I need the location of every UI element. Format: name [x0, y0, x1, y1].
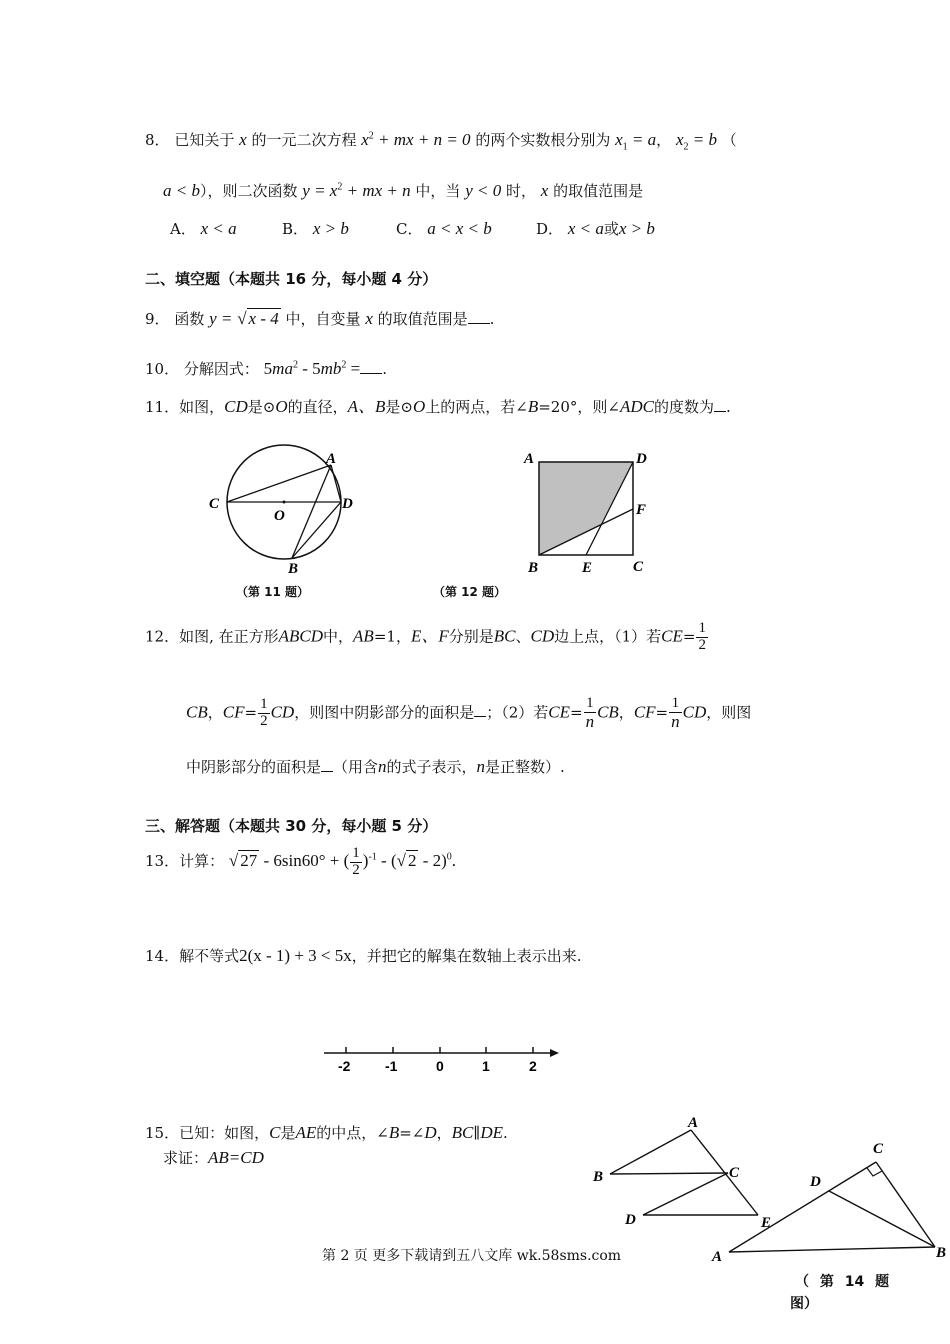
q14-number: 14．	[145, 947, 180, 965]
q11-text: 的直径，	[287, 398, 348, 416]
q15-var: C	[269, 1123, 281, 1142]
tick-label: -1	[385, 1058, 398, 1074]
q15-text: 已知：如图，	[179, 1124, 270, 1142]
q9-end: .	[489, 310, 495, 328]
option-label: A．	[170, 220, 196, 238]
q12-var: CF	[633, 702, 656, 722]
tick-label: 2	[529, 1058, 537, 1074]
option-math: x < a	[200, 219, 237, 238]
q15-text: =∠	[399, 1124, 425, 1142]
q9-sqrt: √ x - 4	[237, 309, 279, 328]
q8-text: 已知关于	[174, 131, 235, 149]
q8-paren: （	[721, 131, 737, 149]
label-a: A	[326, 451, 337, 467]
figure-14-caption: （ 第 14 题	[795, 1274, 890, 1290]
q8-text: 时，	[506, 182, 537, 200]
q8-var-x: x	[239, 130, 247, 149]
q11-text: 的度数为	[653, 398, 714, 416]
fraction-half	[350, 846, 362, 879]
q14	[145, 946, 582, 966]
label-f: F	[636, 502, 647, 518]
q8-text: 的一元二次方程	[251, 131, 357, 149]
q8-number: 8．	[145, 131, 170, 149]
label-b: B	[593, 1169, 604, 1185]
label-b: B	[288, 561, 299, 577]
q14-inequality: 2(x - 1) + 3 < 5x	[239, 946, 352, 965]
label-a: A	[688, 1115, 699, 1131]
label-a: A	[712, 1249, 723, 1265]
q12-var: CD	[270, 702, 295, 722]
chord-ab	[292, 465, 331, 558]
figure-14-right-triangle	[705, 1135, 950, 1270]
figure-12-caption: （第 12 题）	[433, 585, 507, 599]
q12-text: 分别是	[448, 627, 494, 646]
label-b: B	[936, 1245, 947, 1261]
q12-text: 如图, 在正方形	[179, 627, 279, 646]
q15-var: D	[424, 1123, 437, 1142]
q11-text: =20°，则∠	[538, 398, 620, 416]
label-c: C	[873, 1141, 884, 1157]
q15-line2	[163, 1148, 264, 1168]
q8-text: 的取值范围是	[553, 182, 644, 200]
option-math: a < x < b	[427, 219, 492, 238]
section-3-heading: 三、解答题（本题共 30 分，每小题 5 分）	[145, 817, 438, 835]
label-d: D	[636, 451, 647, 467]
q12-text: =	[569, 703, 583, 722]
q9-number: 9．	[145, 310, 170, 328]
frac-den: 2	[260, 712, 268, 729]
q12-var: CB	[186, 702, 208, 722]
q12-var: CD	[530, 626, 555, 646]
frac-den: 2	[698, 636, 706, 653]
q8-equation: $x^2$ + mx + n = 0	[361, 130, 471, 149]
fraction-1-over-n	[584, 696, 597, 731]
option-math: x > b	[618, 219, 655, 238]
q10-text: 分解因式：	[183, 360, 259, 378]
q12-var: n	[378, 757, 387, 776]
q15-text: ，	[436, 1124, 452, 1142]
q12-text: 是正整数）.	[485, 758, 565, 776]
q12-var: CE	[661, 626, 683, 646]
q13-part: - 2)	[418, 851, 447, 871]
segment-cb	[876, 1162, 935, 1247]
q15-var: B	[388, 1123, 400, 1142]
q8-text: ），则二次函数	[199, 182, 298, 200]
q11-var: A、B	[347, 397, 386, 416]
option-label: D．	[536, 220, 564, 238]
segment-ab	[729, 1247, 935, 1252]
label-b: B	[528, 560, 539, 576]
q13-part: - (	[376, 851, 397, 871]
q13-radicand: 2	[407, 851, 417, 871]
q12-text: 边上点，（1）若	[554, 627, 662, 646]
q14-text: 解不等式	[179, 947, 240, 965]
label-d: D	[810, 1174, 821, 1190]
shaded-region	[539, 462, 633, 555]
option-label: C．	[396, 220, 423, 238]
q12-line3	[186, 757, 565, 777]
q15-var: DE	[480, 1123, 503, 1142]
q15-text: 的中点，∠	[316, 1124, 389, 1142]
q15-text: .	[503, 1124, 508, 1142]
q8-root1: $x_1 = a$	[615, 130, 657, 153]
segment-ac	[729, 1162, 876, 1252]
q15-text: 求证：	[163, 1149, 209, 1167]
q12-var: CF	[222, 702, 245, 722]
q9-radicand: x - 4	[248, 309, 279, 328]
q11	[145, 397, 731, 417]
figure-14-caption-cont: 图）	[790, 1296, 818, 1312]
frac-den: n	[585, 711, 595, 731]
q12-text: ，则图中阴影部分的面积是	[294, 703, 475, 722]
q11-answer-blank[interactable]	[714, 399, 726, 412]
axis-arrow	[550, 1049, 559, 1057]
q12-var: CD	[682, 702, 707, 722]
fraction-1-over-n	[669, 696, 682, 731]
q12-line1	[145, 621, 709, 654]
q13	[145, 846, 456, 879]
q12-var: n	[476, 757, 486, 776]
q15-number: 15．	[145, 1124, 180, 1142]
frac-num: 1	[352, 845, 360, 861]
q9-lhs: y =	[209, 309, 233, 328]
figure-11-caption: （第 11 题）	[236, 585, 310, 599]
q15-text: ∥	[473, 1124, 481, 1142]
label-e: E	[582, 560, 593, 576]
q12-text: ，则图	[706, 703, 752, 722]
q11-end: .	[725, 398, 731, 416]
q12-text: =1，	[373, 627, 411, 646]
q12-text: （用含	[333, 758, 379, 776]
q12-text: ，	[207, 703, 223, 722]
number-line	[318, 1040, 568, 1080]
q9-answer-blank[interactable]	[468, 311, 490, 324]
q12-text: ，	[618, 703, 634, 722]
figure-12-square	[520, 448, 650, 578]
option-math: x > b	[312, 219, 349, 238]
q12-text: =	[655, 703, 669, 722]
right-angle-mark	[867, 1168, 882, 1176]
q12-answer-blank-1[interactable]	[474, 704, 486, 717]
chord-ca	[227, 465, 331, 502]
label-c: C	[209, 496, 220, 512]
q13-radicand: 27	[240, 851, 258, 871]
q12-var: BC	[493, 626, 516, 646]
frac-num: 1	[584, 696, 597, 713]
tick-label: 0	[436, 1058, 444, 1074]
frac-den: 2	[352, 861, 360, 878]
q12-text: =	[244, 703, 258, 722]
tick-label: 1	[482, 1058, 490, 1074]
q13-part: )	[362, 851, 369, 871]
q15-var: BC	[451, 1123, 474, 1142]
fraction-half	[258, 697, 270, 730]
q8-line2	[163, 181, 643, 201]
q13-text: 计算：	[179, 852, 225, 871]
q9	[145, 309, 494, 329]
q12-var: CE	[548, 702, 570, 722]
label-c: C	[633, 559, 644, 575]
q8-option-a[interactable]	[170, 219, 237, 239]
frac-num: 1	[698, 620, 706, 636]
q9-text: 中，自变量	[285, 310, 361, 328]
q11-text: 是⊙	[247, 398, 276, 416]
q12-var: E、F	[410, 626, 449, 646]
center-point	[283, 501, 286, 504]
q8-function: $y = x^2$ + mx + n	[302, 181, 411, 200]
q15-var: AB=CD	[208, 1148, 264, 1167]
q10-number: 10．	[145, 360, 180, 378]
label-a: A	[524, 451, 535, 467]
q10-expression: $5ma^2 - 5mb^2$ =	[263, 359, 361, 378]
q10-end: .	[382, 360, 388, 378]
q8-condition2: y < 0	[465, 181, 502, 200]
q8-root2: $x_2 = b$	[675, 130, 717, 153]
segment-db	[829, 1191, 935, 1247]
q8-condition: a < b	[163, 181, 200, 200]
q9-text: 函数	[174, 310, 205, 328]
q8-option-c[interactable]	[396, 219, 492, 239]
q8-comma: ，	[656, 131, 672, 149]
q12-text: ；（2）若	[486, 703, 549, 722]
option-math: x < a	[567, 219, 604, 238]
q10-answer-blank[interactable]	[360, 361, 382, 374]
q10	[145, 359, 387, 379]
frac-num: 1	[669, 696, 682, 713]
q8-option-b[interactable]	[282, 219, 349, 239]
q15-var: AE	[295, 1123, 317, 1142]
option-label: B．	[282, 220, 309, 238]
page-footer: 第 2 页 更多下载请到五八文库 wk.58sms.com	[322, 1248, 622, 1264]
label-e: E	[761, 1215, 772, 1231]
q8-text: 中，当	[415, 182, 461, 200]
label-d: D	[342, 496, 353, 512]
q15-line1	[145, 1123, 508, 1143]
fraction-half	[696, 621, 708, 654]
q12-number: 12．	[145, 627, 180, 646]
q9-var: x	[365, 309, 373, 328]
q12-text: 中阴影部分的面积是	[186, 758, 322, 776]
tick-label: -2	[338, 1058, 351, 1074]
q13-number: 13．	[145, 852, 180, 871]
q12-text: 、	[515, 627, 531, 646]
label-d: D	[625, 1212, 636, 1228]
q14-text: ，并把它的解集在数轴上表示出来.	[351, 947, 582, 965]
label-o: O	[274, 508, 285, 524]
q13-exponent: 0	[446, 851, 452, 863]
section-2-heading: 二、填空题（本题共 16 分，每小题 4 分）	[145, 270, 438, 288]
frac-num: 1	[260, 696, 268, 713]
frac-den: n	[671, 711, 680, 731]
q11-var: B	[527, 397, 539, 416]
q8-option-d[interactable]	[536, 219, 655, 239]
q11-var: ADC	[619, 397, 654, 416]
q11-number: 11．	[145, 398, 180, 416]
q13-exponent: -1	[368, 851, 377, 863]
q12-answer-blank-2[interactable]	[321, 759, 333, 772]
q11-var: CD	[224, 397, 248, 416]
q15-text: 是	[280, 1124, 296, 1142]
q11-text: 上的两点，若∠	[425, 398, 528, 416]
q13-expression: √ 27 - 6sin60° + ( $\frac{1}{2}$ )$^{-1}$ - (√ 2 - 2)$^0$.	[228, 845, 457, 878]
q12-var: ABCD	[278, 626, 324, 646]
label-c: C	[729, 1165, 740, 1181]
q12-line2	[186, 696, 751, 731]
option-or: 或	[603, 220, 619, 238]
q12-text: 中，	[323, 627, 354, 646]
q12-text: =	[682, 627, 696, 646]
q12-var: AB	[353, 626, 374, 646]
q12-text: 的式子表示，	[386, 758, 477, 776]
q13-end: .	[451, 851, 457, 871]
q12-var: CB	[597, 702, 619, 722]
q8-text: 的两个实数根分别为	[475, 131, 611, 149]
q8-var-x: x	[540, 181, 549, 200]
segment-ab	[610, 1130, 691, 1174]
q8-line1	[145, 130, 737, 153]
q11-text: 是⊙	[385, 398, 413, 416]
q11-text: 如图，	[179, 398, 225, 416]
q11-var: O	[275, 397, 288, 416]
chord-ad	[331, 465, 341, 502]
figure-11-circle	[200, 440, 370, 580]
q13-part: - 6sin60° + (	[259, 851, 350, 871]
q11-var: O	[412, 397, 426, 416]
q9-text: 的取值范围是	[377, 310, 468, 328]
